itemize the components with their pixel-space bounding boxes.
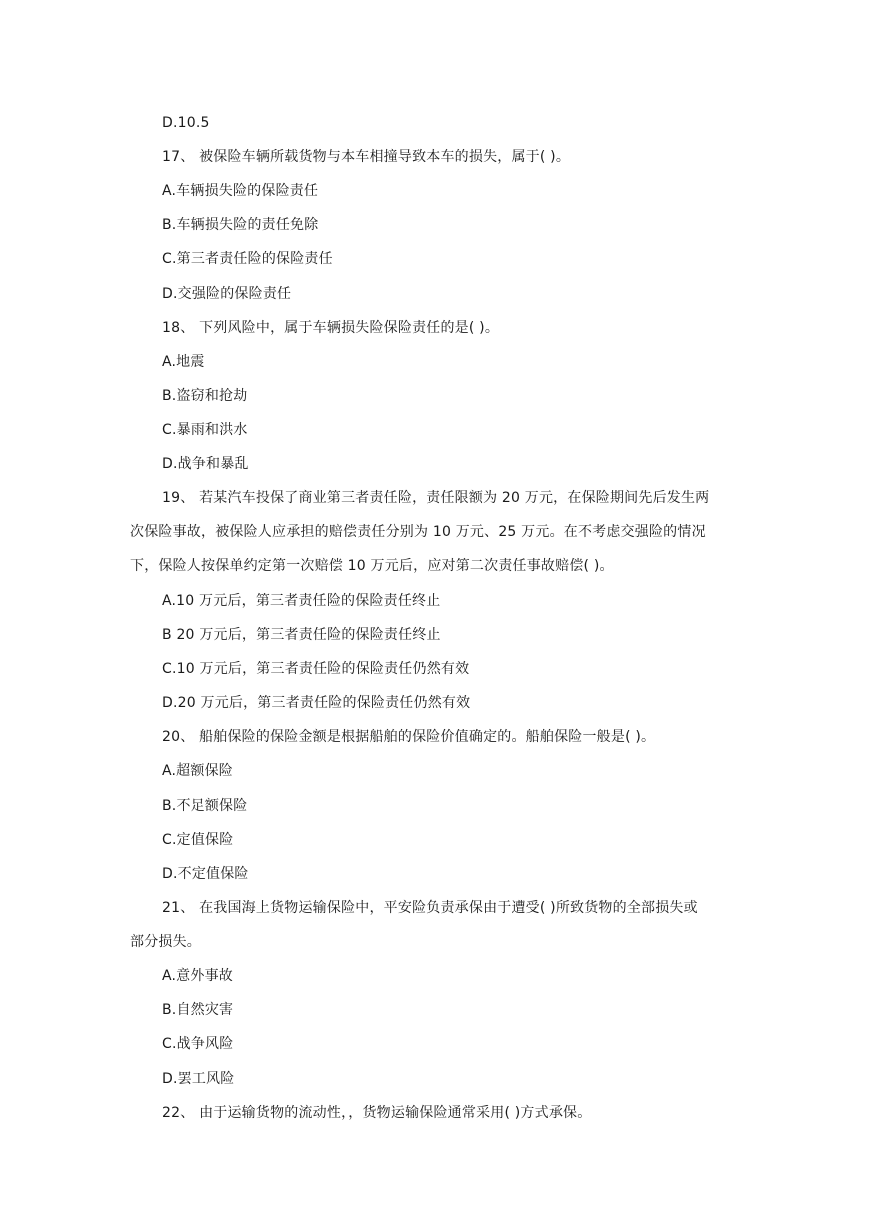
question-continuation: 次保险事故，被保险人应承担的赔偿责任分别为 10 万元、25 万元。在不考虑交强险的情况 — [130, 524, 706, 540]
question-continuation: 下，保险人按保单约定第一次赔偿 10 万元后，应对第二次责任事故赔偿( )。 — [130, 558, 614, 574]
option-line: D.不定值保险 — [162, 866, 249, 882]
option-line: A.车辆损失险的保险责任 — [162, 183, 319, 199]
question-20: 20、 船舶保险的保险金额是根据船舶的保险价值确定的。船舶保险一般是( )。 — [162, 729, 656, 745]
option-line: D.10.5 — [162, 115, 210, 131]
question-19: 19、 若某汽车投保了商业第三者责任险，责任限额为 20 万元，在保险期间先后发生两 — [162, 490, 710, 506]
option-line: B 20 万元后，第三者责任险的保险责任终止 — [162, 627, 441, 643]
option-line: A.10 万元后，第三者责任险的保险责任终止 — [162, 593, 441, 609]
option-line: B.自然灾害 — [162, 1002, 234, 1018]
option-line: A.地震 — [162, 354, 205, 370]
option-line: D.20 万元后，第三者责任险的保险责任仍然有效 — [162, 695, 471, 711]
question-21: 21、 在我国海上货物运输保险中，平安险负责承保由于遭受( )所致货物的全部损失或 — [162, 900, 698, 916]
option-line: B.盗窃和抢劫 — [162, 388, 248, 404]
question-continuation: 部分损失。 — [130, 934, 201, 950]
option-line: A.超额保险 — [162, 763, 233, 779]
question-22: 22、 由于运输货物的流动性，，货物运输保险通常采用( )方式承保。 — [162, 1105, 592, 1121]
option-line: D.交强险的保险责任 — [162, 286, 292, 302]
option-line: C.10 万元后，第三者责任险的保险责任仍然有效 — [162, 661, 470, 677]
option-line: D.战争和暴乱 — [162, 456, 249, 472]
option-line: C.战争风险 — [162, 1036, 234, 1052]
option-line: D.罢工风险 — [162, 1071, 235, 1087]
option-line: C.暴雨和洪水 — [162, 422, 248, 438]
option-line: C.定值保险 — [162, 832, 234, 848]
question-17: 17、 被保险车辆所载货物与本车相撞导致本车的损失，属于( )。 — [162, 149, 571, 165]
option-line: B.不足额保险 — [162, 798, 248, 814]
option-line: A.意外事故 — [162, 968, 233, 984]
option-line: B.车辆损失险的责任免除 — [162, 217, 319, 233]
question-18: 18、 下列风险中，属于车辆损失险保险责任的是( )。 — [162, 320, 500, 336]
option-line: C.第三者责任险的保险责任 — [162, 251, 333, 267]
